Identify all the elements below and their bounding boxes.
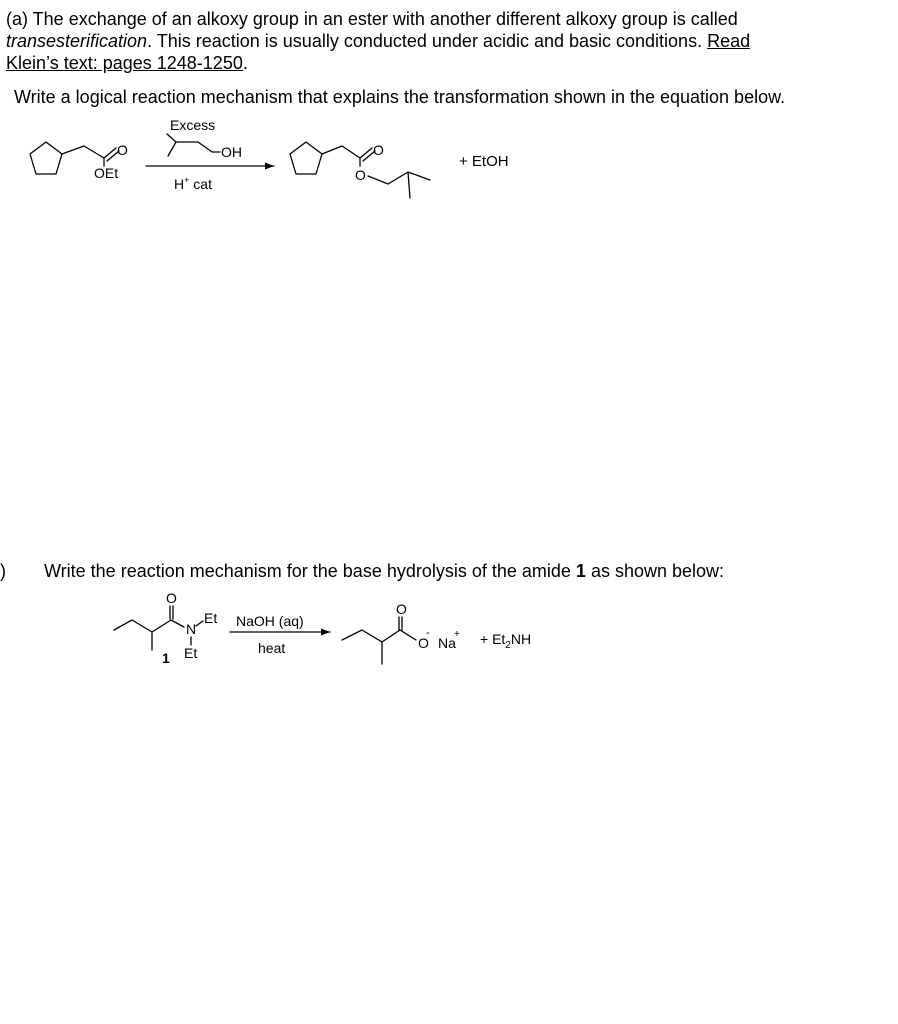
reference-end: . [242, 53, 248, 73]
product-chain [322, 146, 360, 158]
isobutyl-branch [167, 134, 176, 142]
part-a-line2: . This reaction is usually conducted under acidic and basic conditions. [147, 31, 708, 51]
diethylamine-sub: 2 [505, 640, 511, 651]
carbonyl-bond-1 [104, 148, 116, 158]
amide-skeleton [114, 620, 184, 632]
byproduct-etoh: + EtOH [459, 153, 509, 170]
catalyst-cat: cat [193, 176, 212, 192]
reactant-ethyl-ester [30, 142, 128, 181]
isobutyl-methyl [408, 172, 410, 198]
part-a-question: Write a logical reaction mechanism that explains the transformation shown in the equation below. [14, 87, 786, 107]
reagent-oh: OH [221, 144, 242, 160]
product-b-skeleton [342, 630, 416, 642]
amide-et-lower: Et [184, 645, 198, 661]
product-carbonyl-o: O [373, 142, 384, 158]
part-b-paren: ) [0, 561, 6, 581]
carboxylate-product [342, 601, 460, 664]
product-b-oxygen: O [418, 635, 429, 651]
product-b-carbonyl-o: O [396, 601, 407, 617]
reagent-excess: Excess [170, 117, 216, 133]
oxide-minus: - [426, 627, 430, 639]
product-isobutyl-ester [290, 142, 430, 198]
product-cyclopentane-ring [290, 142, 322, 174]
product-carbonyl-bond-1 [360, 148, 372, 158]
compound-label-1: 1 [162, 650, 170, 666]
sodium-plus: + [454, 629, 460, 640]
diethylamine-pre: + Et [480, 631, 506, 647]
term-transesterification: transesterification [6, 31, 148, 51]
diethylamine-post: NH [510, 631, 532, 647]
reference-link[interactable]: Klein’s text: pages 1248-1250 [6, 53, 243, 73]
cyclopentane-ring [30, 142, 62, 174]
reactant-oet: OEt [94, 165, 119, 181]
part-b-question-pre: Write the reaction mechanism for the base hydrolysis of the amide [44, 561, 576, 581]
amide-et-upper: Et [204, 610, 218, 626]
part-b-question-post: as shown below: [585, 561, 725, 581]
svg-text:H+ cat [174, 175, 212, 192]
sodium-ion: Na [438, 635, 456, 651]
catalyst-plus: + [184, 175, 190, 185]
isobutyl-alcohol-skeleton [168, 142, 220, 156]
reagent-heat: heat [258, 640, 286, 656]
reagent-naoh: NaOH (aq) [236, 613, 304, 629]
amide-1 [114, 590, 217, 666]
catalyst-label [174, 175, 212, 192]
product-ester-o: O [355, 167, 366, 183]
part-a-line1: (a) The exchange of an alkoxy group in an ester with another different alkoxy group is called [6, 9, 738, 29]
reactant-carbonyl-o: O [117, 142, 128, 158]
n-et-bond-upper [196, 621, 203, 626]
reagent-alcohol [167, 117, 242, 160]
amide-nitrogen: N [186, 621, 197, 637]
amide-carbonyl-o: O [166, 590, 177, 606]
compound-ref: 1 [575, 561, 586, 581]
catalyst-h: H [174, 176, 185, 192]
byproduct-diethylamine [480, 631, 531, 651]
isobutyl-chain [368, 172, 430, 184]
read-link[interactable]: Read [707, 31, 751, 51]
reactant-chain [62, 146, 104, 158]
